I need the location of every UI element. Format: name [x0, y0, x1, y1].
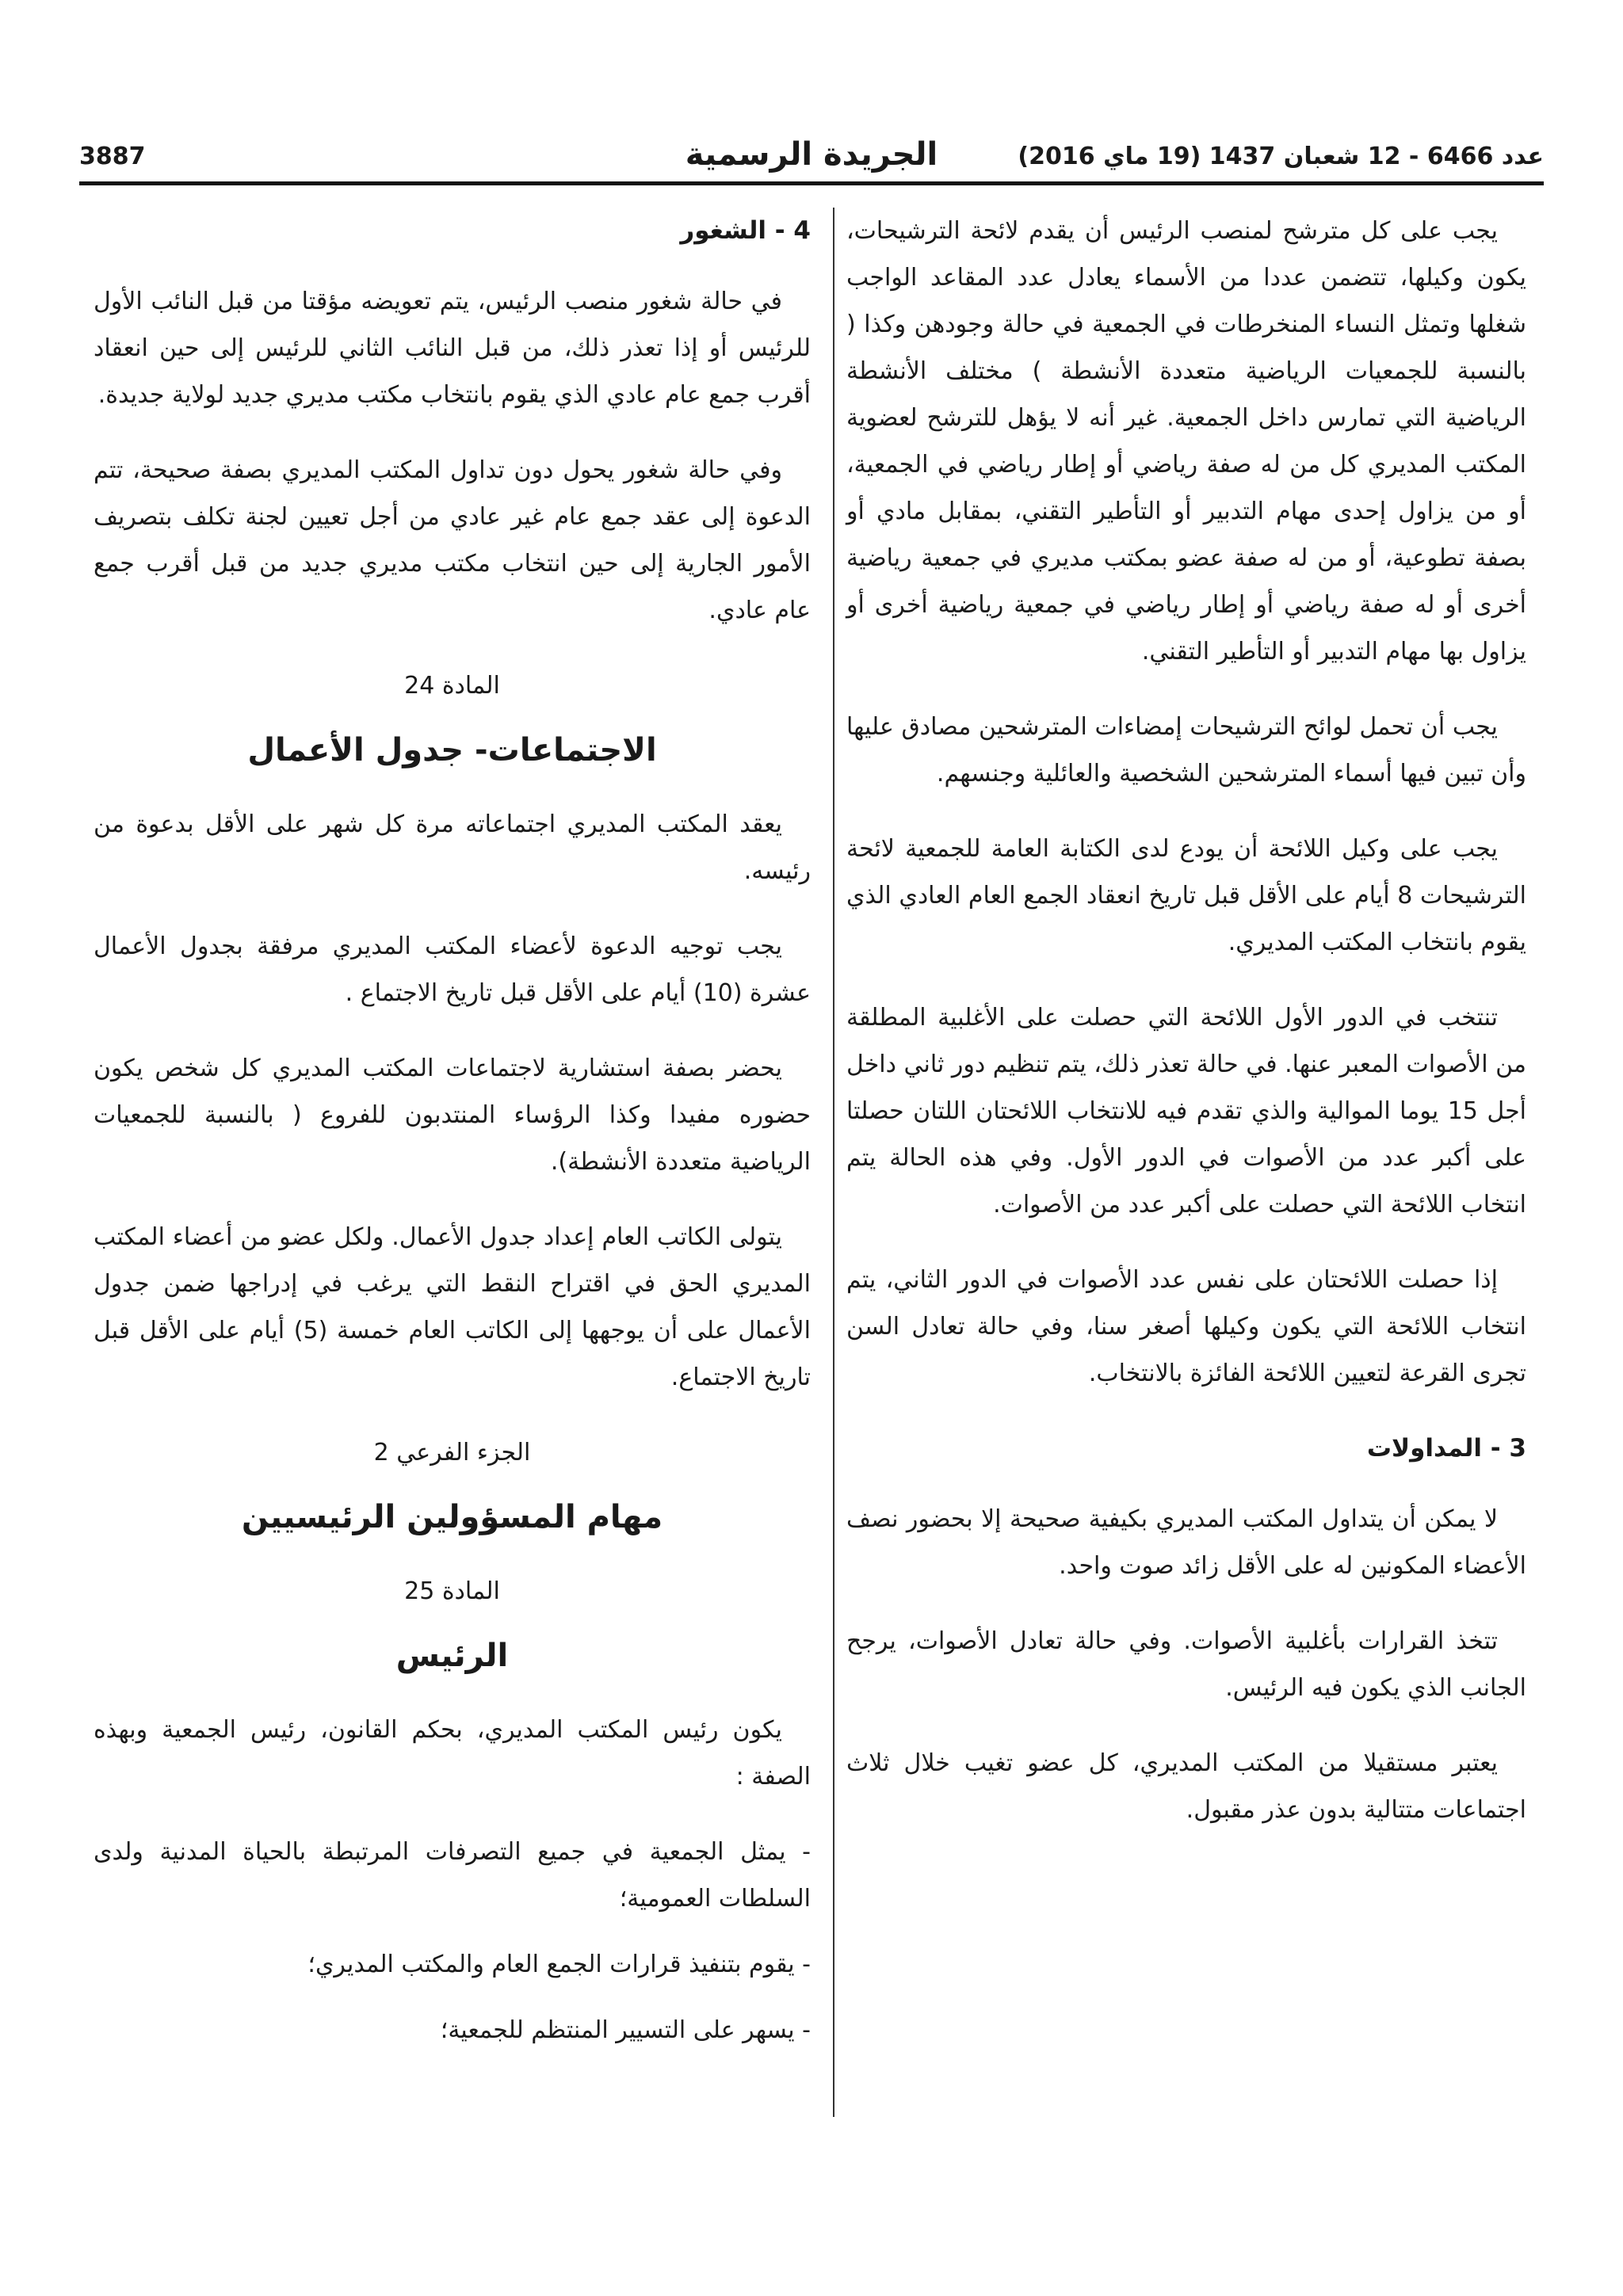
- paragraph: يعتبر مستقيلا من المكتب المديري، كل عضو تغيب خلال ثلاث اجتماعات متتالية بدون عذر مقبول.: [846, 1749, 1526, 1824]
- left-column: [94, 208, 811, 2073]
- paragraph: لا يمكن أن يتداول المكتب المديري بكيفية صحيحة إلا بحضور نصف الأعضاء المكونين له على الأقل زائد صوت واحد.: [846, 1505, 1526, 1580]
- paragraph: يكون رئيس المكتب المديري، بحكم القانون، رئيس الجمعية وبهذه الصفة :: [94, 1716, 811, 1791]
- paragraph: يحضر بصفة استشارية لاجتماعات المكتب المديري كل شخص يكون حضوره مفيدا وكذا الرؤساء المنتدبون للفروع ( بالنسبة للجمعيات الرياضية متعددة الأنشطة).: [94, 1055, 811, 1176]
- subpart-title: مهام المسؤولين الرئيسيين: [241, 1499, 663, 1535]
- page-header: [79, 136, 1544, 184]
- right-column: [846, 208, 1526, 1862]
- paragraph: يجب توجيه الدعوة لأعضاء المكتب المديري مرفقة بجدول الأعمال عشرة (10) أيام على الأقل قبل تاريخ الاجتماع .: [94, 933, 811, 1007]
- list-item: - يمثل الجمعية في جميع التصرفات المرتبطة بالحياة المدنية ولدى السلطات العمومية؛: [94, 1838, 811, 1913]
- column-divider: [833, 208, 834, 2117]
- section-heading-vacancy: 4 - الشغور: [680, 216, 811, 245]
- article-number-25: المادة 25: [404, 1577, 500, 1605]
- paragraph: يجب على كل مترشح لمنصب الرئيس أن يقدم لائحة الترشيحات، يكون وكيلها، تتضمن عددا من الأسماء يعادل عدد المقاعد الواجب شغلها وتمثل النساء المنخرطات في الجمعية في حالة وجودهن وكذا ( بالنسبة للجمعيات الرياضية متعددة الأنشطة ) مختلف الأنشطة الرياضية التي تمارس داخل الجمعية. غير أنه لا يؤهل للترشح لعضوية المكتب المديري كل من له صفة رياضي أو إطار رياضي في الجمعية، أو من يزاول إحدى مهام التدبير أو التأطير التقني، بمقابل مادي أو بصفة تطوعية، أو من له صفة عضو بمكتب مديري في جمعية رياضية أخرى أو له صفة رياضي أو إطار رياضي في جمعية رياضية أخرى أو يزاول بها مهام التدبير أو التأطير التقني.: [846, 217, 1526, 666]
- paragraph: وفي حالة شغور يحول دون تداول المكتب المديري بصفة صحيحة، تتم الدعوة إلى عقد جمع عام غير عادي من أجل تعيين لجنة تكلف بتصريف الأمور الجارية إلى حين انتخاب مكتب مديري جديد من قبل أقرب جمع عام عادي.: [94, 456, 811, 624]
- article-number-24: المادة 24: [404, 672, 500, 700]
- paragraph: تتخذ القرارات بأغلبية الأصوات. وفي حالة تعادل الأصوات، يرجح الجانب الذي يكون فيه الرئيس.: [846, 1627, 1526, 1702]
- paragraph: في حالة شغور منصب الرئيس، يتم تعويضه مؤقتا من قبل النائب الأول للرئيس أو إذا تعذر ذلك، من قبل النائب الثاني للرئيس إلى حين انعقاد أقرب جمع عام عادي الذي يقوم بانتخاب مكتب مديري جديد لولاية جديدة.: [94, 288, 811, 409]
- gazette-title: الجريدة الرسمية: [685, 136, 938, 173]
- list-item: - يقوم بتنفيذ قرارات الجمع العام والمكتب المديري؛: [307, 1951, 811, 1978]
- issue-info: عدد 6466 - 12 شعبان 1437 (19 ماي 2016): [1018, 143, 1544, 170]
- page-number: 3887: [79, 143, 146, 170]
- paragraph: إذا حصلت اللائحتان على نفس عدد الأصوات في الدور الثاني، يتم انتخاب اللائحة التي يكون وكيلها أصغر سنا، وفي حالة تعادل السن تجرى القرعة لتعيين اللائحة الفائزة بالانتخاب.: [846, 1266, 1526, 1387]
- subpart-label: الجزء الفرعي 2: [373, 1439, 531, 1466]
- paragraph: تنتخب في الدور الأول اللائحة التي حصلت على الأغلبية المطلقة من الأصوات المعبر عنها. في حالة تعذر ذلك، يتم تنظيم دور ثاني داخل أجل 15 يوما الموالية والذي تقدم فيه للانتخاب اللائحتان اللتان حصلتا على أكبر عدد من الأصوات في الدور الأول. وفي هذه الحالة يتم انتخاب اللائحة التي حصلت على أكبر عدد من الأصوات.: [846, 1004, 1526, 1219]
- paragraph: يتولى الكاتب العام إعداد جدول الأعمال. ولكل عضو من أعضاء المكتب المديري الحق في اقتراح النقط التي يرغب في إدراجها ضمن جدول الأعمال على أن يوجهها إلى الكاتب العام خمسة (5) أيام على الأقل قبل تاريخ الاجتماع.: [94, 1223, 812, 1391]
- list-item: - يسهر على التسيير المنتظم للجمعية؛: [440, 2016, 811, 2044]
- article-title-meetings: الاجتماعات- جدول الأعمال: [247, 732, 657, 769]
- paragraph: يجب أن تحمل لوائح الترشيحات إمضاءات المترشحين مصادق عليها وأن تبين فيها أسماء المترشحين الشخصية والعائلية وجنسهم.: [846, 713, 1526, 788]
- paragraph: يعقد المكتب المديري اجتماعاته مرة كل شهر على الأقل بدعوة من رئيسه.: [94, 810, 811, 885]
- section-heading-deliberations: 3 - المداولات: [1366, 1434, 1526, 1463]
- paragraph: يجب على وكيل اللائحة أن يودع لدى الكتابة العامة للجمعية لائحة الترشيحات 8 أيام على الأقل قبل تاريخ انعقاد الجمع العام العادي الذي يقوم بانتخاب المكتب المديري.: [846, 835, 1526, 956]
- header-rule: [79, 181, 1544, 185]
- article-title-president: الرئيس: [395, 1638, 509, 1674]
